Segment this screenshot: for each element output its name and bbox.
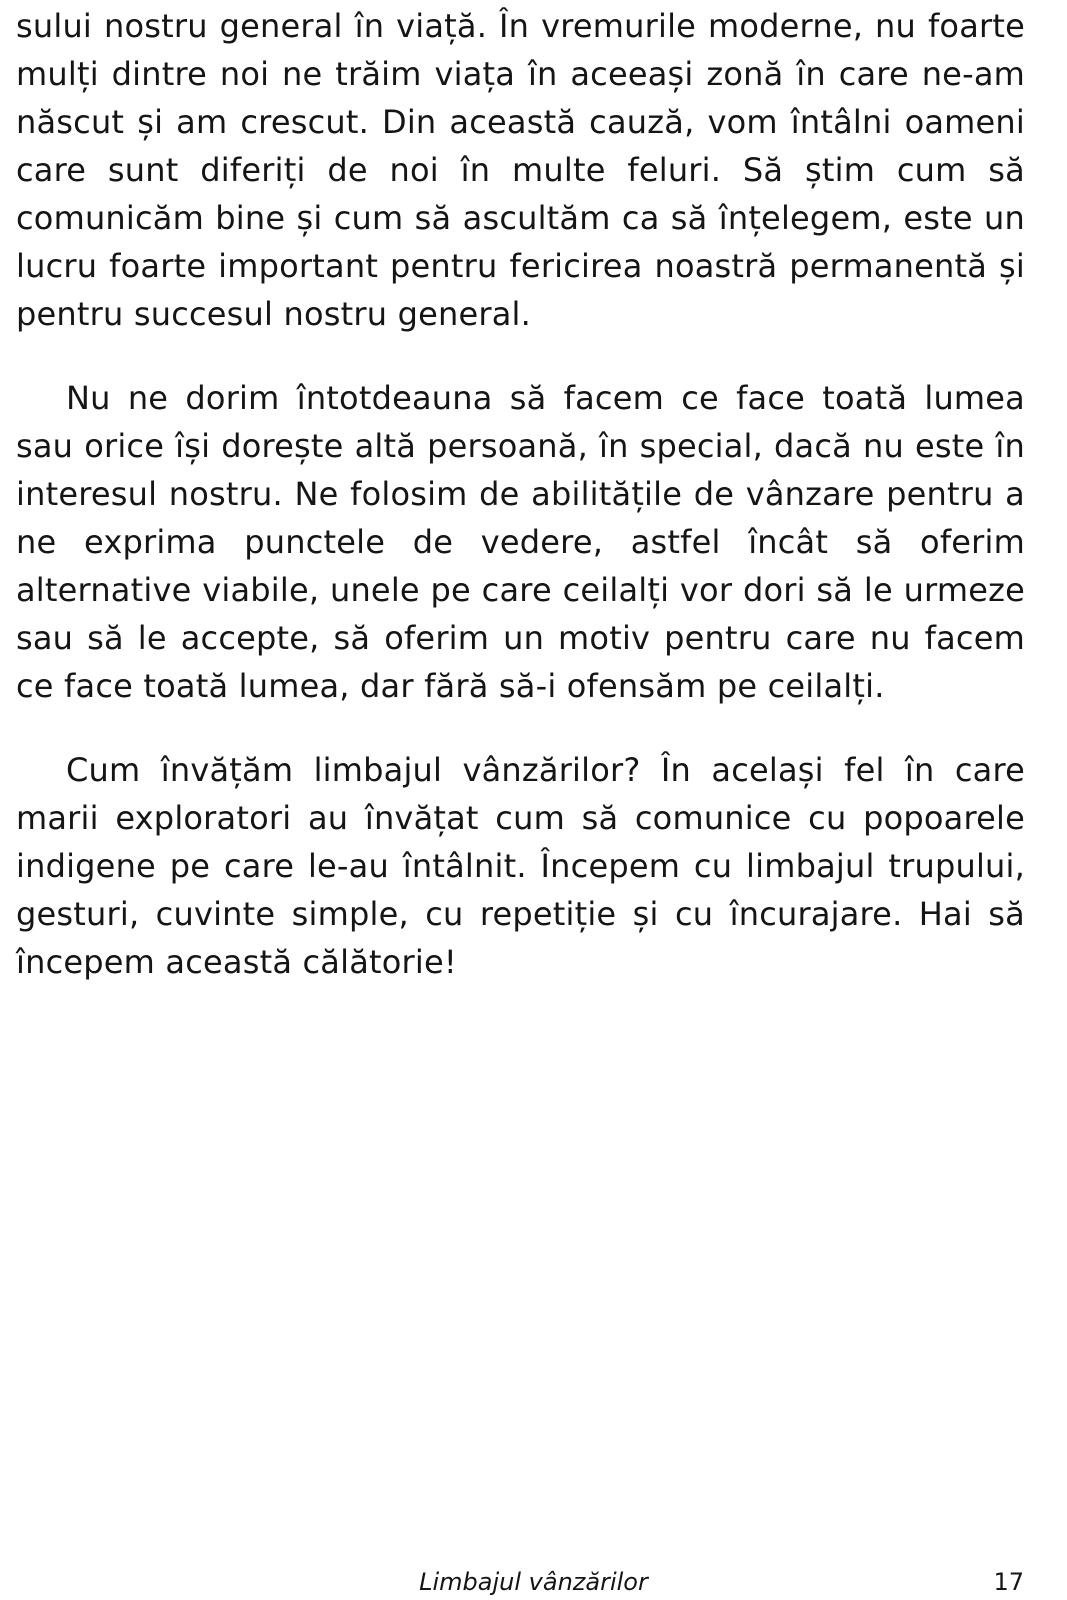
paragraph: Cum învățăm limbajul vânzărilor? În același fel în care marii exploratori au învățat cum să comunice cu popoarele indigene pe care le-au întâlnit. Începem cu limbajul trupului, gesturi, cuvinte simple, cu repetiție și cu încurajare. Hai să începem această călătorie!: [16, 751, 1025, 981]
paragraph: Nu ne dorim întotdeauna să facem ce face toată lumea sau orice își dorește altă persoană, în special, dacă nu este în interesul nostru. Ne folosim de abilitățile de vânzare pentru a ne exprima punctele de vedere, astfel încât să oferim alternative viabile, unele pe care ceilalți vor dori să le urmeze sau să le accepte, să oferim un motiv pentru care nu facem ce face toată lumea, dar fără să-i ofensăm pe ceilalți.: [16, 379, 1025, 705]
paragraph-continued: sului nostru general în viață. În vremurile moderne, nu foarte mulți dintre noi ne trăim viața în aceeași zonă în care ne-am născut și am crescut. Din această cauză, vom întâlni oameni care sunt diferiți de noi în multe feluri. Să știm cum să comunicăm bine și cum să ascultăm ca să înțelegem, este un lucru foarte important pentru fericirea noastră permanentă și pentru succesul nostru general.: [16, 7, 1025, 333]
page-body: [16, 2, 1025, 986]
running-footer-title: Limbajul vânzărilor: [419, 1568, 648, 1596]
page-number: 17: [993, 1568, 1024, 1596]
